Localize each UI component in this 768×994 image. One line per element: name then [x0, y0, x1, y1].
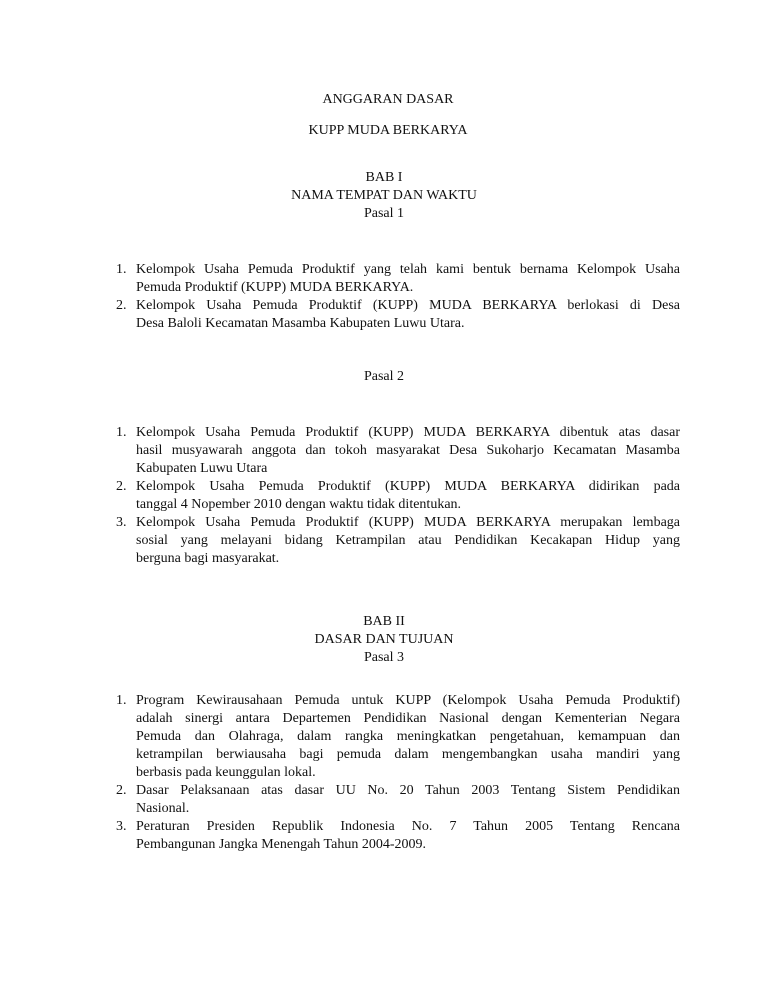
- list-item: [116, 297, 680, 333]
- list-number: 3.: [116, 515, 127, 530]
- pasal2-heading: Pasal 2: [363, 369, 405, 384]
- pasal2-list: [116, 424, 680, 568]
- bab2-name: DASAR DAN TUJUAN: [314, 632, 454, 647]
- list-number: 3.: [116, 819, 127, 834]
- list-item-line: Kelompok Usaha Pemuda Produktif (KUPP) MUDA BERKARYA berlokasi di Desa: [136, 298, 680, 313]
- bab1-heading: BAB I: [365, 170, 403, 185]
- list-item-line: Kelompok Usaha Pemuda Produktif yang telah kami bentuk bernama Kelompok Usaha: [136, 262, 680, 277]
- list-item: [116, 478, 680, 514]
- list-item-line: ketrampilan berwiausaha bagi pemuda dalam mengembangkan usaha mandiri yang: [136, 747, 680, 762]
- list-item-line: berbasis pada keunggulan lokal.: [136, 765, 316, 780]
- pasal1-list: [116, 261, 680, 333]
- pasal1-heading: Pasal 1: [363, 206, 405, 221]
- list-item: [116, 782, 680, 818]
- list-item-line: Pemuda Produktif (KUPP) MUDA BERKARYA.: [136, 280, 414, 295]
- list-item: [116, 692, 680, 782]
- document-subtitle: KUPP MUDA BERKARYA: [308, 123, 468, 138]
- list-number: 1.: [116, 262, 127, 277]
- list-item-line: Pemuda dan Olahraga, dalam rangka meningkatkan pengetahuan, kemampuan dan: [136, 729, 680, 744]
- list-item-line: sosial yang melayani bidang Ketrampilan atau Pendidikan Kecakapan Hidup yang: [136, 533, 680, 548]
- pasal3-heading: Pasal 3: [363, 650, 405, 665]
- list-item: [116, 818, 680, 854]
- list-number: 2.: [116, 298, 127, 313]
- list-number: 1.: [116, 425, 127, 440]
- list-number: 2.: [116, 479, 127, 494]
- list-item-line: Kelompok Usaha Pemuda Produktif (KUPP) MUDA BERKARYA didirikan pada: [136, 479, 680, 494]
- list-item-line: Kelompok Usaha Pemuda Produktif (KUPP) MUDA BERKARYA merupakan lembaga: [136, 515, 680, 530]
- pasal3-list: [116, 692, 680, 854]
- list-item-line: Kelompok Usaha Pemuda Produktif (KUPP) MUDA BERKARYA dibentuk atas dasar: [136, 425, 680, 440]
- list-item: [116, 424, 680, 478]
- list-item-line: adalah sinergi antara Departemen Pendidikan Nasional dengan Kementerian Negara: [136, 711, 680, 726]
- list-item-line: berguna bagi masyarakat.: [136, 551, 280, 566]
- list-item-line: Pembangunan Jangka Menengah Tahun 2004-2009.: [136, 837, 426, 852]
- list-item-line: hasil musyawarah anggota dan tokoh masyarakat Desa Sukoharjo Kecamatan Masamba: [136, 443, 680, 458]
- list-item-line: Program Kewirausahaan Pemuda untuk KUPP (Kelompok Usaha Pemuda Produktif): [136, 693, 680, 708]
- document-title: ANGGARAN DASAR: [322, 92, 454, 107]
- list-item-line: Desa Baloli Kecamatan Masamba Kabupaten Luwu Utara.: [136, 316, 465, 331]
- list-item-line: Nasional.: [136, 801, 190, 816]
- list-number: 2.: [116, 783, 127, 798]
- list-item-line: Peraturan Presiden Republik Indonesia No. 7 Tahun 2005 Tentang Rencana: [136, 819, 680, 834]
- bab1-name: NAMA TEMPAT DAN WAKTU: [291, 188, 477, 203]
- list-item: [116, 261, 680, 297]
- bab2-heading: BAB II: [363, 614, 405, 629]
- list-item-line: Dasar Pelaksanaan atas dasar UU No. 20 Tahun 2003 Tentang Sistem Pendidikan: [136, 783, 680, 798]
- list-item-line: Kabupaten Luwu Utara: [136, 461, 268, 476]
- list-item-line: tanggal 4 Nopember 2010 dengan waktu tidak ditentukan.: [136, 497, 462, 512]
- list-number: 1.: [116, 693, 127, 708]
- list-item: [116, 514, 680, 568]
